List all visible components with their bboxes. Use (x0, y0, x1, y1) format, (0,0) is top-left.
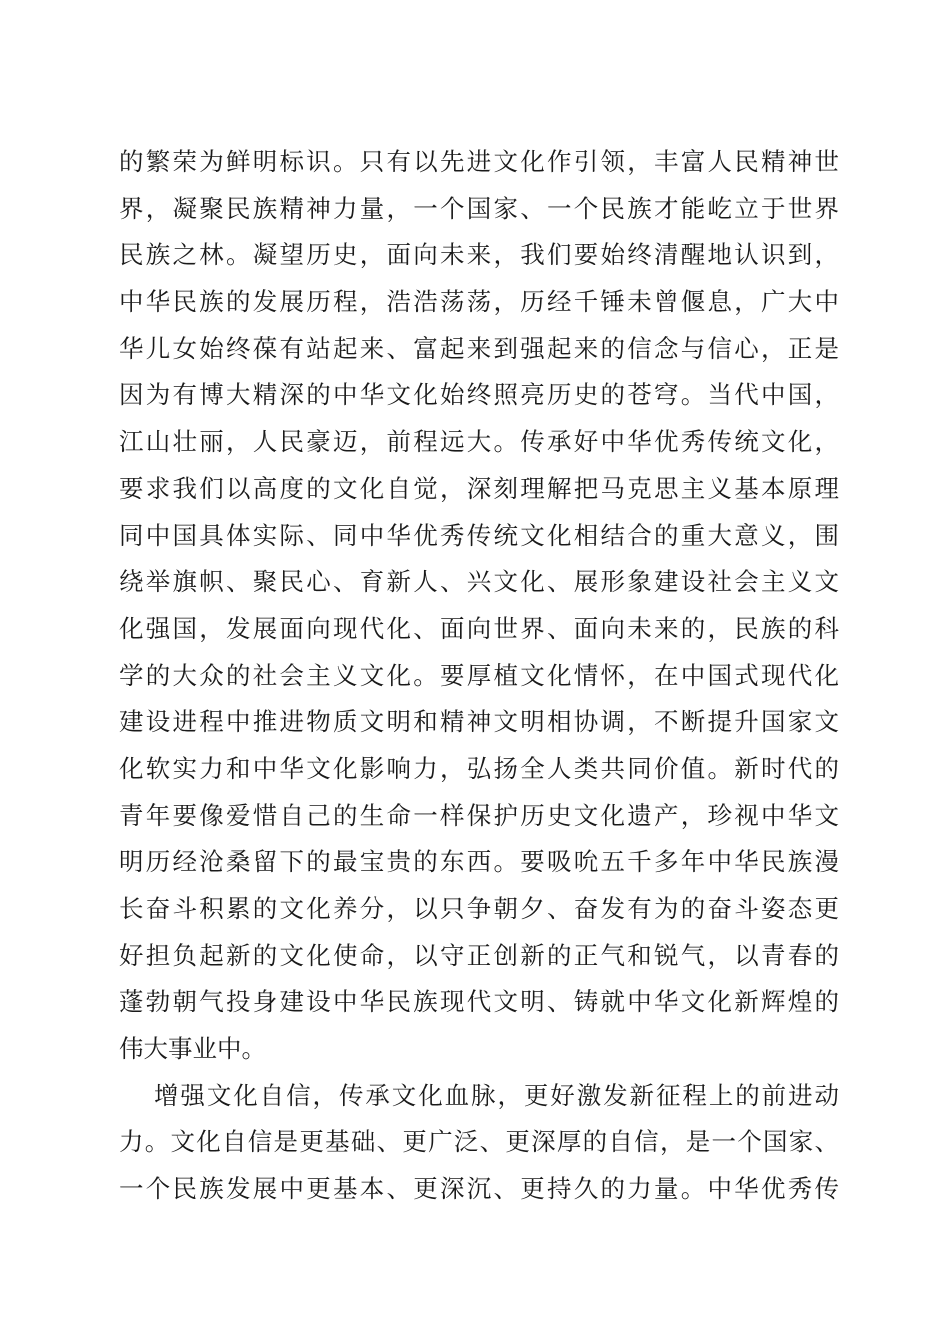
text-line: 好担负起新的文化使命，以守正创新的正气和锐气，以青春的 (119, 940, 839, 970)
text-line: 界，凝聚民族精神力量，一个国家、一个民族才能屹立于世界 (119, 193, 839, 223)
text-line: 华儿女始终葆有站起来、富起来到强起来的信念与信心，正是 (119, 333, 839, 363)
text-line: 要求我们以高度的文化自觉，深刻理解把马克思主义基本原理 (119, 473, 839, 503)
text-line: 建设进程中推进物质文明和精神文明相协调，不断提升国家文 (119, 707, 839, 737)
text-line: 绕举旗帜、聚民心、育新人、兴文化、展形象建设社会主义文 (119, 567, 839, 597)
text-line: 的繁荣为鲜明标识。只有以先进文化作引领，丰富人民精神世 (119, 147, 839, 176)
text-line: 同中国具体实际、同中华优秀传统文化相结合的重大意义，围 (119, 520, 839, 550)
document-body (119, 139, 839, 1213)
text-line: 学的大众的社会主义文化。要厚植文化情怀，在中国式现代化 (119, 660, 839, 690)
paragraph-1 (119, 139, 839, 1073)
text-line: 伟大事业中。 (119, 1034, 266, 1064)
text-line: 中华民族的发展历程，浩浩荡荡，历经千锤未曾偃息，广大中 (119, 287, 839, 317)
text-line: 一个民族发展中更基本、更深沉、更持久的力量。中华优秀传 (119, 1174, 839, 1204)
text-line: 江山壮丽，人民豪迈，前程远大。传承好中华优秀传统文化， (119, 427, 839, 457)
text-line: 长奋斗积累的文化养分，以只争朝夕、奋发有为的奋斗姿态更 (119, 894, 839, 923)
text-line: 力。文化自信是更基础、更广泛、更深厚的自信，是一个国家、 (119, 1127, 839, 1157)
paragraph-2 (119, 1073, 839, 1213)
text-line: 增强文化自信，传承文化血脉，更好激发新征程上的前进动 (154, 1080, 839, 1110)
text-line: 化软实力和中华文化影响力，弘扬全人类共同价值。新时代的 (119, 753, 839, 783)
text-line: 民族之林。凝望历史，面向未来，我们要始终清醒地认识到， (119, 240, 839, 270)
text-line: 青年要像爱惜自己的生命一样保护历史文化遗产，珍视中华文 (119, 800, 839, 830)
text-line: 明历经沧桑留下的最宝贵的东西。要吸吮五千多年中华民族漫 (119, 847, 839, 877)
text-line: 因为有博大精深的中华文化始终照亮历史的苍穹。当代中国， (119, 380, 839, 410)
text-line: 化强国，发展面向现代化、面向世界、面向未来的，民族的科 (119, 613, 839, 643)
text-line: 蓬勃朝气投身建设中华民族现代文明、铸就中华文化新辉煌的 (119, 987, 839, 1017)
